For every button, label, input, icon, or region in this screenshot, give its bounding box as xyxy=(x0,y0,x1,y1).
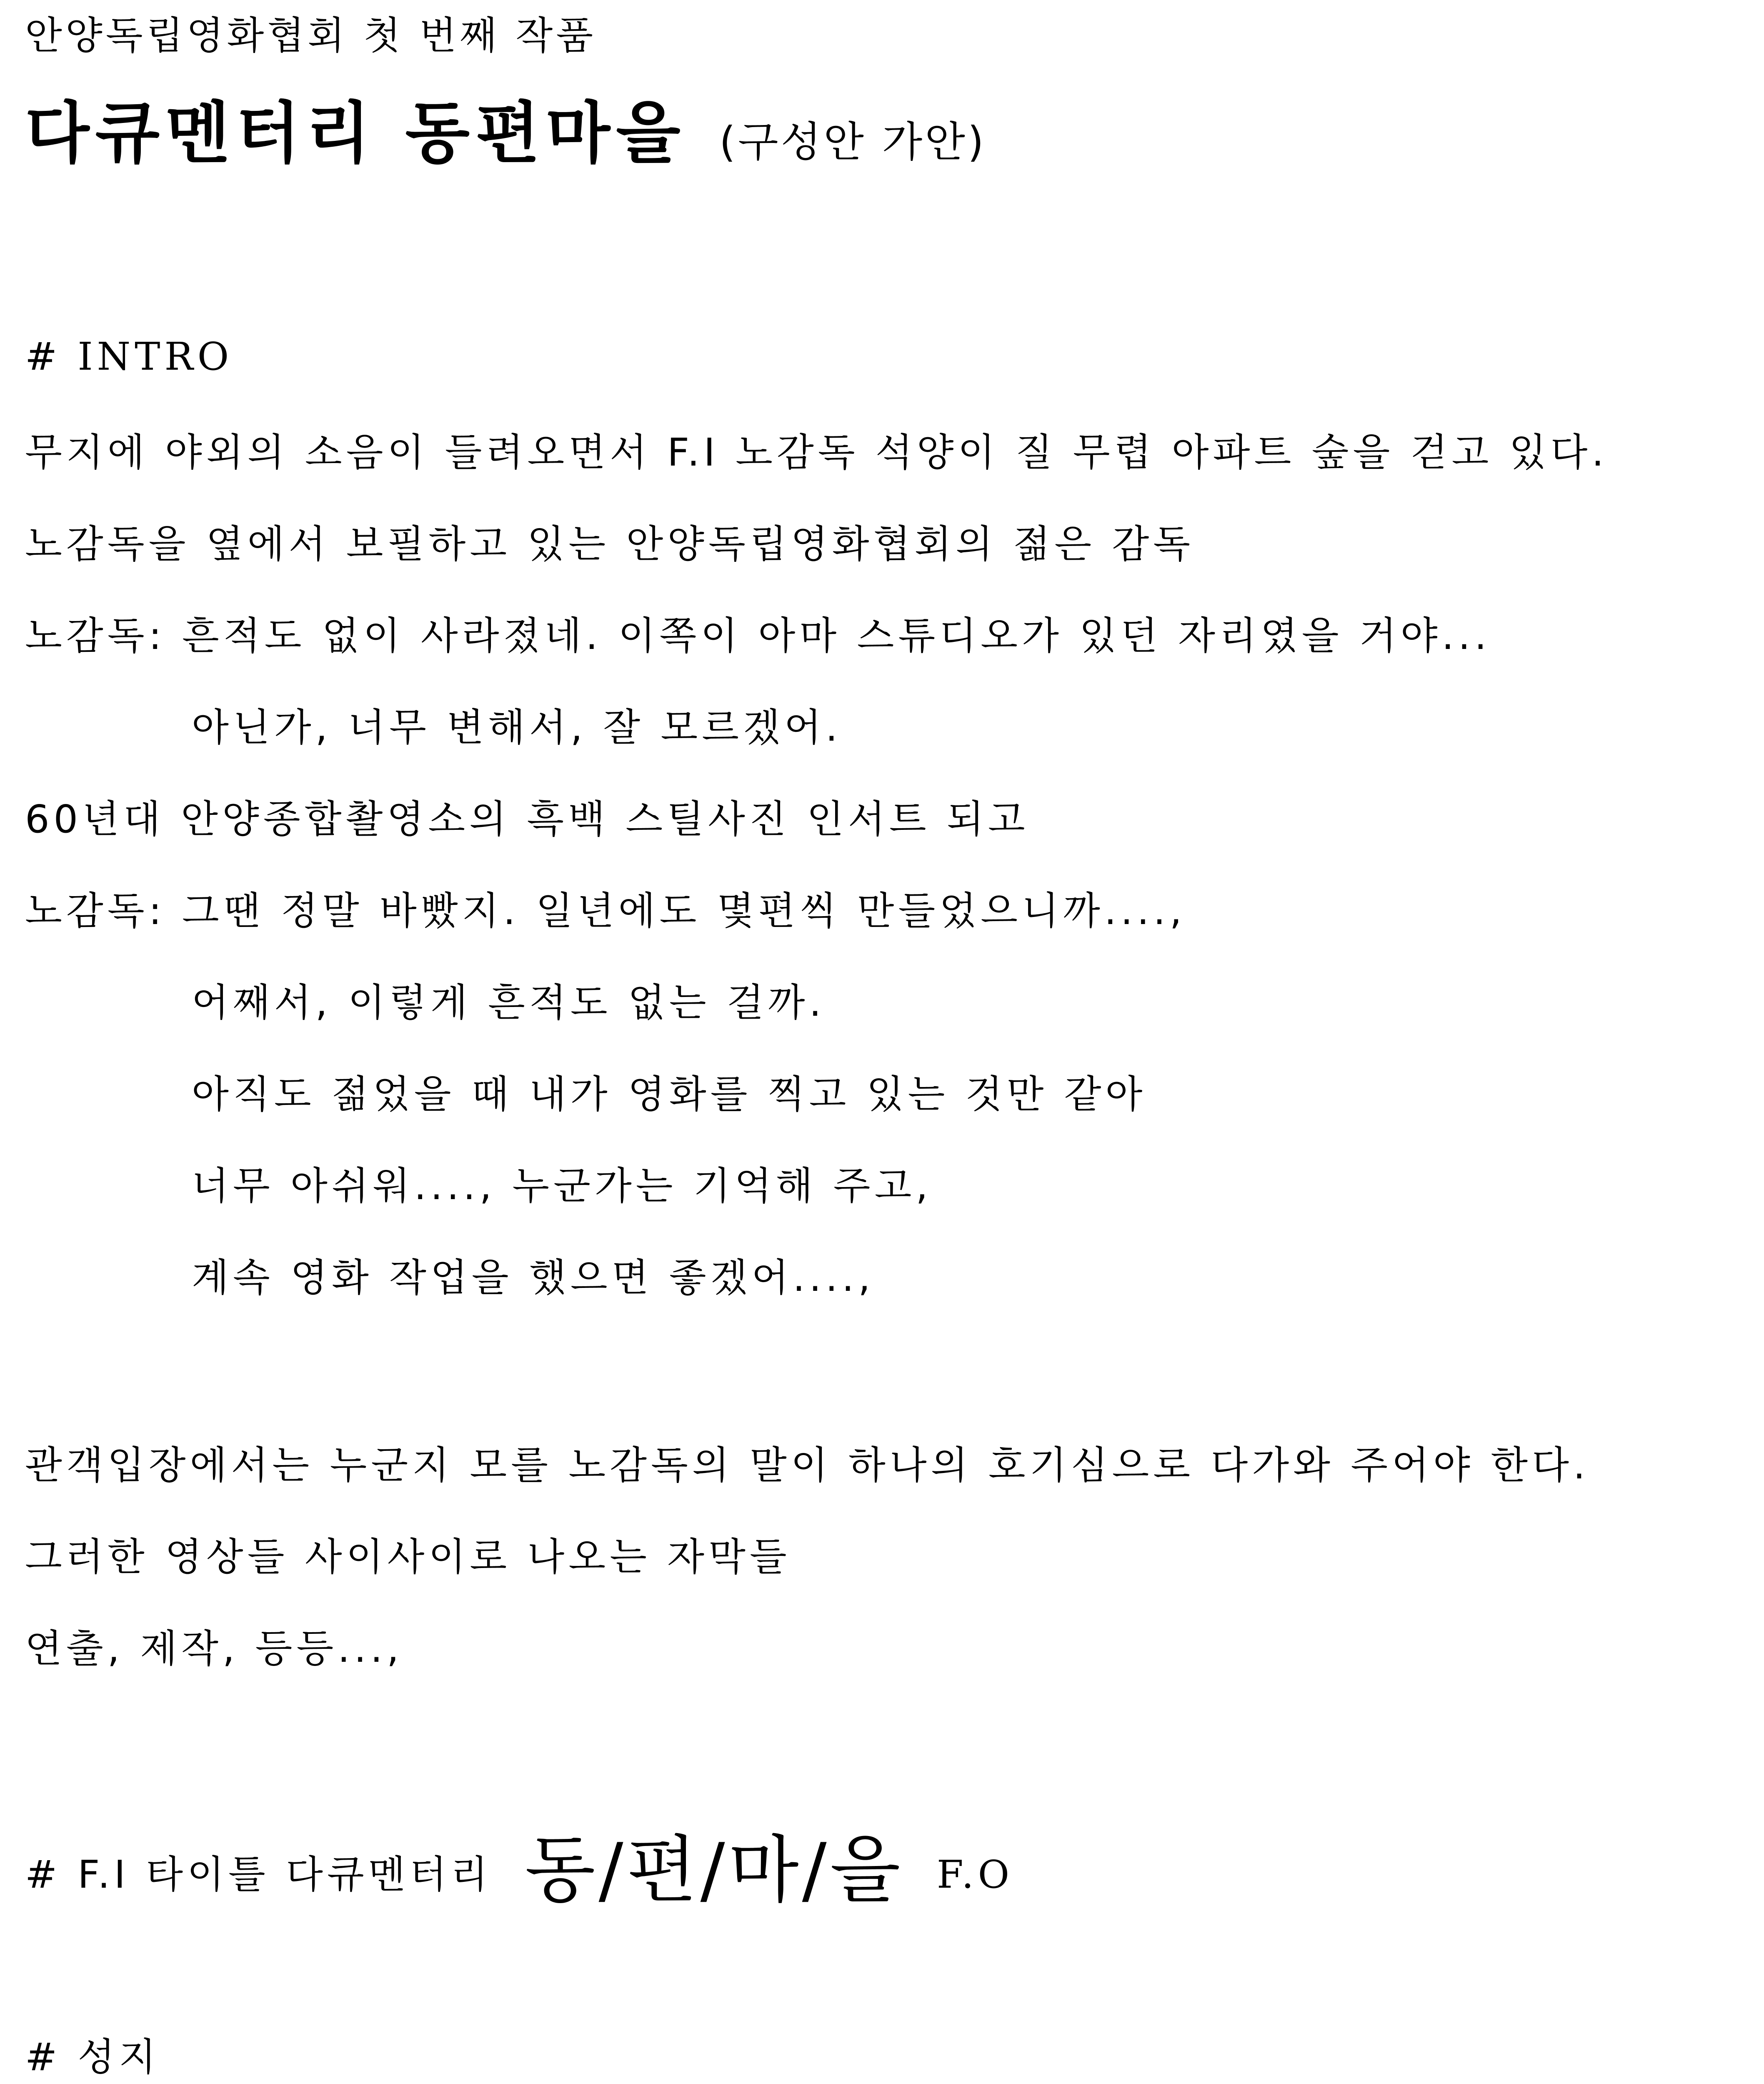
title-card-prefix: # F.I 타이틀 다큐멘터리 xyxy=(25,1852,492,1897)
intro-line: 노감독: 흔적도 없이 사라졌네. 이쪽이 아마 스튜디오가 있던 자리였을 거야... xyxy=(25,614,1491,658)
title-card-row xyxy=(25,1828,1014,1913)
document-title-row xyxy=(25,94,986,172)
intro-line: 아직도 젊었을 때 내가 영화를 찍고 있는 것만 같아 xyxy=(192,1072,1147,1117)
intro-line: 어째서, 이렇게 흔적도 없는 걸까. xyxy=(192,980,826,1025)
intro-line: 아닌가, 너무 변해서, 잘 모르겠어. xyxy=(192,705,842,750)
intro-line: 노감독을 옆에서 보필하고 있는 안양독립영화협회의 젊은 감독 xyxy=(25,522,1195,566)
title-card-title: 동/편/마/을 xyxy=(525,1828,904,1913)
title-card-suffix: F.O xyxy=(936,1852,1014,1897)
document-subtitle: (구성안 가안) xyxy=(719,118,986,166)
audience-line: 관객입장에서는 누군지 모를 노감독의 말이 하나의 호기심으로 다가와 주어야 한다. xyxy=(25,1443,1590,1488)
intro-line: 계속 영화 작업을 했으면 좋겠어...., xyxy=(192,1255,875,1300)
audience-line: 그러한 영상들 사이사이로 나오는 자막들 xyxy=(25,1535,791,1579)
intro-line: 노감독: 그땐 정말 바빴지. 일년에도 몇편씩 만들었으니까...., xyxy=(25,889,1186,933)
holy-site-heading: # 성지 xyxy=(25,2035,160,2079)
intro-line: 60년대 안양종합촬영소의 흑백 스틸사진 인서트 되고 xyxy=(25,797,1029,842)
intro-line: 무지에 야외의 소음이 들려오면서 F.I 노감독 석양이 질 무렵 아파트 숲을 걷고 있다. xyxy=(25,430,1608,475)
audience-line: 연출, 제작, 등등..., xyxy=(25,1626,403,1671)
intro-heading: # INTRO xyxy=(25,334,233,379)
intro-line: 너무 아쉬워...., 누군가는 기억해 주고, xyxy=(192,1164,932,1208)
document-title: 다큐멘터리 동편마을 xyxy=(25,94,686,172)
organization-work-line: 안양독립영화협회 첫 번째 작품 xyxy=(25,13,597,58)
